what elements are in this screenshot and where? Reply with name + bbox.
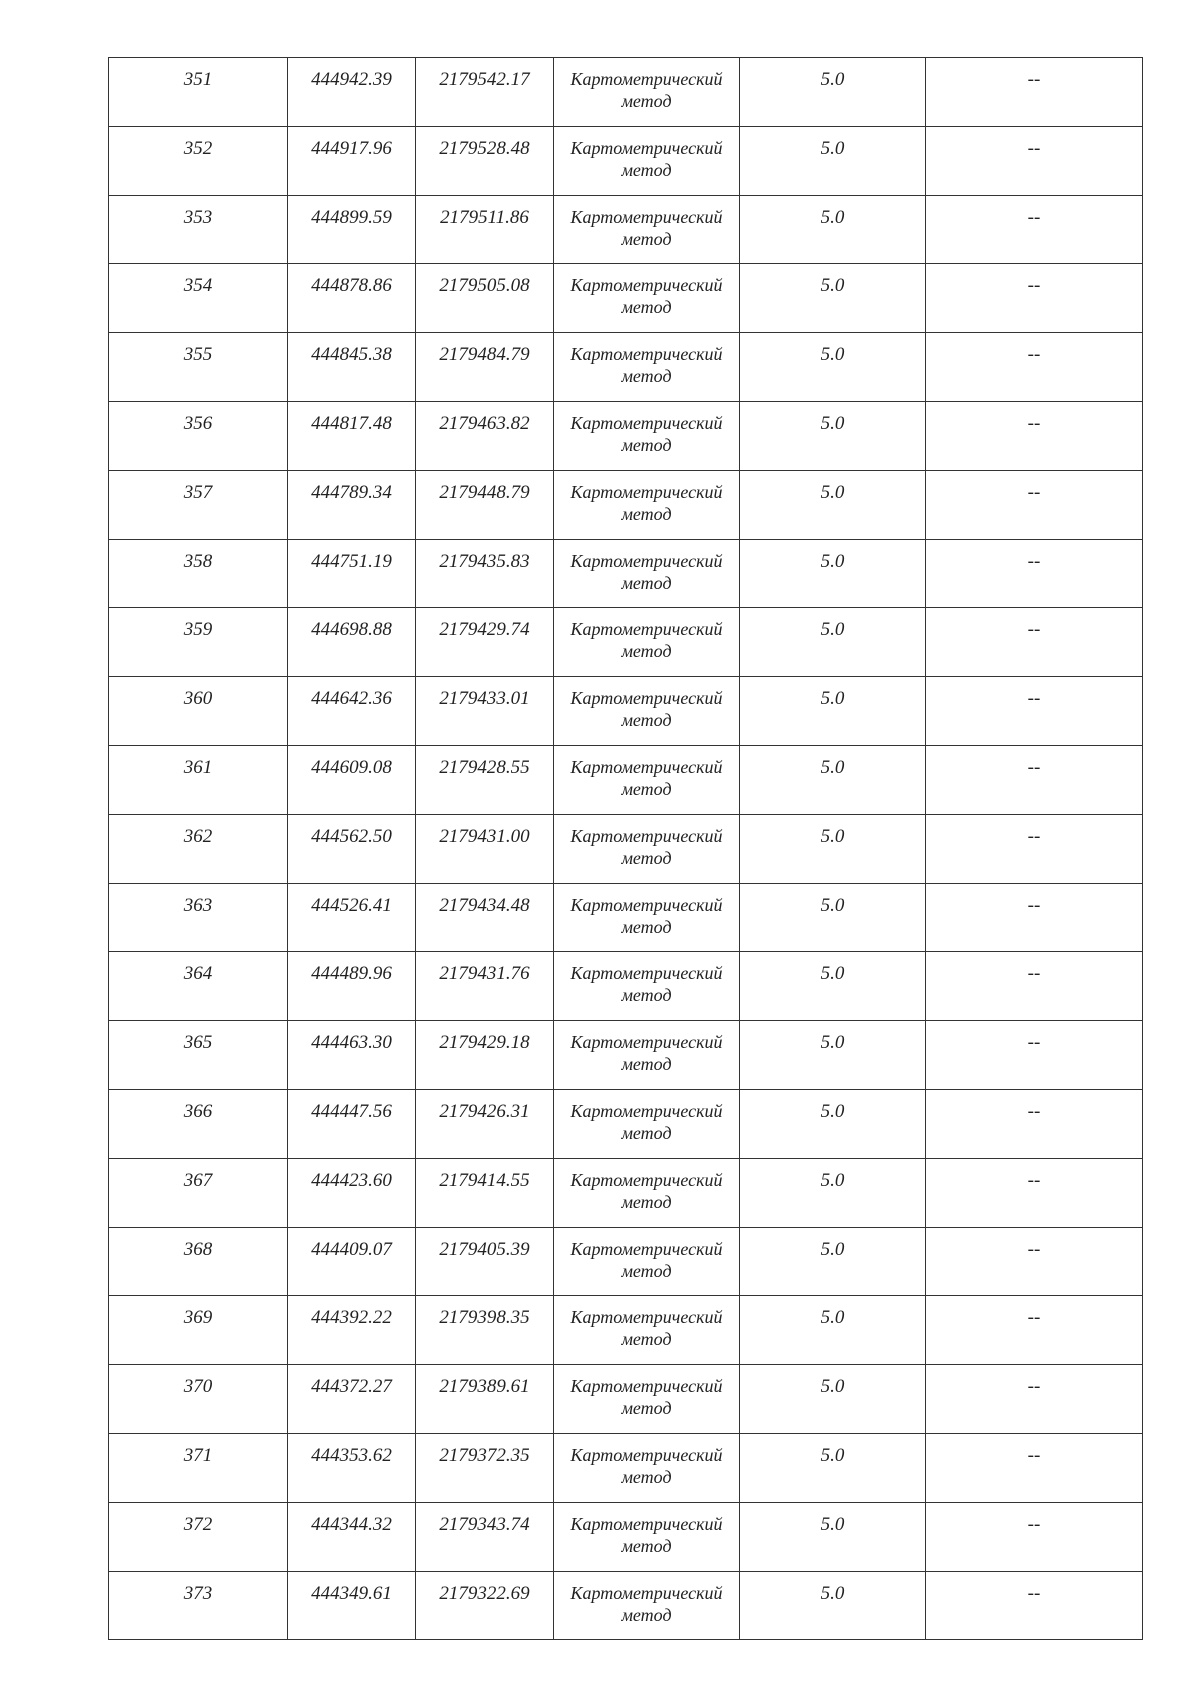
- point-number-cell: 364: [109, 952, 288, 1021]
- point-number-cell: 365: [109, 1021, 288, 1090]
- table-row: [109, 58, 1143, 127]
- x-coordinate-cell: 444353.62: [288, 1433, 416, 1502]
- y-coordinate-cell: 2179528.48: [416, 126, 554, 195]
- x-coordinate-cell: 444562.50: [288, 814, 416, 883]
- note-cell: --: [926, 814, 1143, 883]
- accuracy-cell: 5.0: [740, 401, 926, 470]
- accuracy-cell: 5.0: [740, 1021, 926, 1090]
- y-coordinate-cell: 2179448.79: [416, 470, 554, 539]
- note-cell: --: [926, 883, 1143, 952]
- method-cell: Картометрический метод: [554, 1296, 740, 1365]
- note-cell: --: [926, 745, 1143, 814]
- point-number-cell: 371: [109, 1433, 288, 1502]
- accuracy-cell: 5.0: [740, 952, 926, 1021]
- note-cell: --: [926, 608, 1143, 677]
- method-cell: Картометрический метод: [554, 1158, 740, 1227]
- x-coordinate-cell: 444392.22: [288, 1296, 416, 1365]
- note-cell: --: [926, 539, 1143, 608]
- x-coordinate-cell: 444751.19: [288, 539, 416, 608]
- table-row: [109, 470, 1143, 539]
- y-coordinate-cell: 2179429.18: [416, 1021, 554, 1090]
- table-row: [109, 1571, 1143, 1640]
- table-row: [109, 883, 1143, 952]
- y-coordinate-cell: 2179511.86: [416, 195, 554, 264]
- method-cell: Картометрический метод: [554, 1571, 740, 1640]
- accuracy-cell: 5.0: [740, 608, 926, 677]
- x-coordinate-cell: 444845.38: [288, 333, 416, 402]
- y-coordinate-cell: 2179434.48: [416, 883, 554, 952]
- x-coordinate-cell: 444817.48: [288, 401, 416, 470]
- x-coordinate-cell: 444463.30: [288, 1021, 416, 1090]
- y-coordinate-cell: 2179484.79: [416, 333, 554, 402]
- point-number-cell: 372: [109, 1502, 288, 1571]
- method-cell: Картометрический метод: [554, 539, 740, 608]
- point-number-cell: 353: [109, 195, 288, 264]
- method-cell: Картометрический метод: [554, 333, 740, 402]
- x-coordinate-cell: 444526.41: [288, 883, 416, 952]
- point-number-cell: 358: [109, 539, 288, 608]
- method-cell: Картометрический метод: [554, 1021, 740, 1090]
- table-row: [109, 264, 1143, 333]
- table-row: [109, 814, 1143, 883]
- note-cell: --: [926, 1227, 1143, 1296]
- method-cell: Картометрический метод: [554, 58, 740, 127]
- point-number-cell: 366: [109, 1089, 288, 1158]
- x-coordinate-cell: 444899.59: [288, 195, 416, 264]
- table-row: [109, 1365, 1143, 1434]
- note-cell: --: [926, 264, 1143, 333]
- method-cell: Картометрический метод: [554, 745, 740, 814]
- y-coordinate-cell: 2179322.69: [416, 1571, 554, 1640]
- note-cell: --: [926, 952, 1143, 1021]
- y-coordinate-cell: 2179431.00: [416, 814, 554, 883]
- y-coordinate-cell: 2179372.35: [416, 1433, 554, 1502]
- point-number-cell: 356: [109, 401, 288, 470]
- note-cell: --: [926, 1158, 1143, 1227]
- accuracy-cell: 5.0: [740, 264, 926, 333]
- note-cell: --: [926, 1296, 1143, 1365]
- accuracy-cell: 5.0: [740, 1571, 926, 1640]
- accuracy-cell: 5.0: [740, 58, 926, 127]
- table-row: [109, 126, 1143, 195]
- method-cell: Картометрический метод: [554, 470, 740, 539]
- point-number-cell: 352: [109, 126, 288, 195]
- note-cell: --: [926, 126, 1143, 195]
- y-coordinate-cell: 2179414.55: [416, 1158, 554, 1227]
- coordinates-table-body: [109, 58, 1143, 1640]
- x-coordinate-cell: 444917.96: [288, 126, 416, 195]
- point-number-cell: 368: [109, 1227, 288, 1296]
- point-number-cell: 373: [109, 1571, 288, 1640]
- note-cell: --: [926, 58, 1143, 127]
- y-coordinate-cell: 2179431.76: [416, 952, 554, 1021]
- accuracy-cell: 5.0: [740, 539, 926, 608]
- method-cell: Картометрический метод: [554, 952, 740, 1021]
- point-number-cell: 357: [109, 470, 288, 539]
- point-number-cell: 362: [109, 814, 288, 883]
- method-cell: Картометрический метод: [554, 883, 740, 952]
- point-number-cell: 351: [109, 58, 288, 127]
- point-number-cell: 369: [109, 1296, 288, 1365]
- note-cell: --: [926, 1021, 1143, 1090]
- method-cell: Картометрический метод: [554, 608, 740, 677]
- coordinates-table: [108, 57, 1143, 1640]
- method-cell: Картометрический метод: [554, 1433, 740, 1502]
- note-cell: --: [926, 1365, 1143, 1434]
- point-number-cell: 360: [109, 677, 288, 746]
- accuracy-cell: 5.0: [740, 1296, 926, 1365]
- x-coordinate-cell: 444409.07: [288, 1227, 416, 1296]
- x-coordinate-cell: 444447.56: [288, 1089, 416, 1158]
- point-number-cell: 354: [109, 264, 288, 333]
- table-row: [109, 1227, 1143, 1296]
- note-cell: --: [926, 1571, 1143, 1640]
- x-coordinate-cell: 444789.34: [288, 470, 416, 539]
- method-cell: Картометрический метод: [554, 264, 740, 333]
- accuracy-cell: 5.0: [740, 195, 926, 264]
- accuracy-cell: 5.0: [740, 677, 926, 746]
- x-coordinate-cell: 444642.36: [288, 677, 416, 746]
- table-row: [109, 1433, 1143, 1502]
- point-number-cell: 359: [109, 608, 288, 677]
- note-cell: --: [926, 470, 1143, 539]
- note-cell: --: [926, 333, 1143, 402]
- method-cell: Картометрический метод: [554, 677, 740, 746]
- table-row: [109, 1158, 1143, 1227]
- method-cell: Картометрический метод: [554, 1089, 740, 1158]
- method-cell: Картометрический метод: [554, 1227, 740, 1296]
- x-coordinate-cell: 444349.61: [288, 1571, 416, 1640]
- y-coordinate-cell: 2179405.39: [416, 1227, 554, 1296]
- point-number-cell: 355: [109, 333, 288, 402]
- note-cell: --: [926, 1433, 1143, 1502]
- x-coordinate-cell: 444344.32: [288, 1502, 416, 1571]
- accuracy-cell: 5.0: [740, 1433, 926, 1502]
- x-coordinate-cell: 444942.39: [288, 58, 416, 127]
- y-coordinate-cell: 2179389.61: [416, 1365, 554, 1434]
- y-coordinate-cell: 2179542.17: [416, 58, 554, 127]
- y-coordinate-cell: 2179428.55: [416, 745, 554, 814]
- table-row: [109, 1296, 1143, 1365]
- x-coordinate-cell: 444698.88: [288, 608, 416, 677]
- table-row: [109, 608, 1143, 677]
- accuracy-cell: 5.0: [740, 883, 926, 952]
- accuracy-cell: 5.0: [740, 745, 926, 814]
- y-coordinate-cell: 2179463.82: [416, 401, 554, 470]
- method-cell: Картометрический метод: [554, 814, 740, 883]
- note-cell: --: [926, 1089, 1143, 1158]
- accuracy-cell: 5.0: [740, 1227, 926, 1296]
- method-cell: Картометрический метод: [554, 195, 740, 264]
- accuracy-cell: 5.0: [740, 1158, 926, 1227]
- table-row: [109, 745, 1143, 814]
- accuracy-cell: 5.0: [740, 814, 926, 883]
- x-coordinate-cell: 444878.86: [288, 264, 416, 333]
- method-cell: Картометрический метод: [554, 1365, 740, 1434]
- note-cell: --: [926, 1502, 1143, 1571]
- x-coordinate-cell: 444372.27: [288, 1365, 416, 1434]
- y-coordinate-cell: 2179435.83: [416, 539, 554, 608]
- point-number-cell: 363: [109, 883, 288, 952]
- table-row: [109, 1089, 1143, 1158]
- table-row: [109, 1021, 1143, 1090]
- table-row: [109, 333, 1143, 402]
- accuracy-cell: 5.0: [740, 126, 926, 195]
- accuracy-cell: 5.0: [740, 470, 926, 539]
- y-coordinate-cell: 2179433.01: [416, 677, 554, 746]
- table-row: [109, 195, 1143, 264]
- table-row: [109, 401, 1143, 470]
- x-coordinate-cell: 444423.60: [288, 1158, 416, 1227]
- point-number-cell: 367: [109, 1158, 288, 1227]
- table-row: [109, 952, 1143, 1021]
- y-coordinate-cell: 2179343.74: [416, 1502, 554, 1571]
- table-row: [109, 1502, 1143, 1571]
- accuracy-cell: 5.0: [740, 1089, 926, 1158]
- table-row: [109, 677, 1143, 746]
- x-coordinate-cell: 444609.08: [288, 745, 416, 814]
- y-coordinate-cell: 2179426.31: [416, 1089, 554, 1158]
- table-row: [109, 539, 1143, 608]
- y-coordinate-cell: 2179505.08: [416, 264, 554, 333]
- note-cell: --: [926, 677, 1143, 746]
- method-cell: Картометрический метод: [554, 126, 740, 195]
- accuracy-cell: 5.0: [740, 1502, 926, 1571]
- point-number-cell: 370: [109, 1365, 288, 1434]
- method-cell: Картометрический метод: [554, 401, 740, 470]
- x-coordinate-cell: 444489.96: [288, 952, 416, 1021]
- note-cell: --: [926, 195, 1143, 264]
- point-number-cell: 361: [109, 745, 288, 814]
- accuracy-cell: 5.0: [740, 1365, 926, 1434]
- method-cell: Картометрический метод: [554, 1502, 740, 1571]
- note-cell: --: [926, 401, 1143, 470]
- y-coordinate-cell: 2179429.74: [416, 608, 554, 677]
- y-coordinate-cell: 2179398.35: [416, 1296, 554, 1365]
- accuracy-cell: 5.0: [740, 333, 926, 402]
